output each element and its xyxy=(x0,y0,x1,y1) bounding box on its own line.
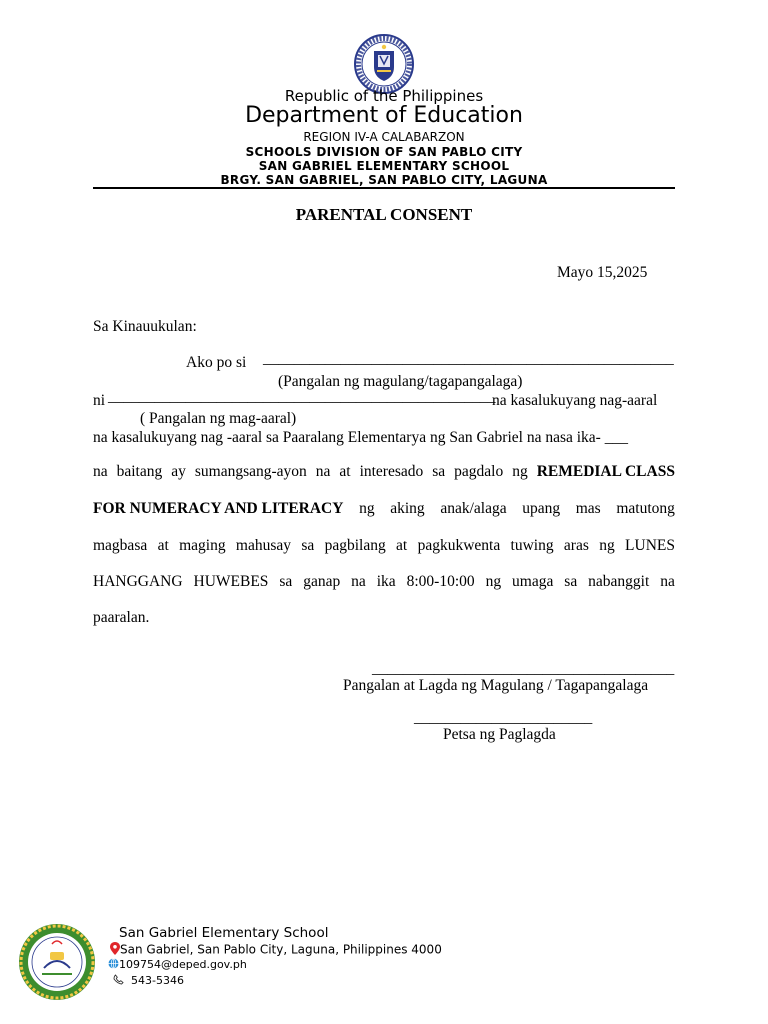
body-line-5 xyxy=(93,573,675,591)
body-word: na xyxy=(351,573,366,590)
body-word: HUWEBES xyxy=(193,573,269,590)
body-word: sa xyxy=(432,463,446,480)
remedial-class-emphasis: REMEDIAL CLASS xyxy=(536,463,675,480)
body-word: aras xyxy=(563,537,589,554)
signing-date-label: Petsa ng Paglagda xyxy=(443,726,556,743)
body-word: mas xyxy=(575,500,601,517)
body-word: sa xyxy=(301,537,315,554)
body-word: magbasa xyxy=(93,537,148,554)
letter-date: Mayo 15,2025 xyxy=(557,264,648,281)
currently-text: na kasalukuyang nag-aaral xyxy=(492,392,658,409)
body-line-2 xyxy=(93,463,675,481)
location-pin-icon xyxy=(110,942,120,958)
body-word: sa xyxy=(279,573,293,590)
header-divider xyxy=(93,187,675,189)
numeracy-literacy-emphasis: FOR NUMERACY AND LITERACY xyxy=(93,500,344,517)
body-word: umaga xyxy=(512,573,554,590)
ni-label: ni xyxy=(93,392,106,409)
signature-blank: _______________________________________ xyxy=(372,660,675,677)
body-line-6: paaralan. xyxy=(93,609,150,626)
footer-school-name: San Gabriel Elementary School xyxy=(119,925,329,941)
republic-heading: Republic of the Philippines xyxy=(284,87,484,105)
body-word: sa xyxy=(564,573,578,590)
footer-address xyxy=(110,942,442,958)
deped-seal-icon xyxy=(347,34,421,94)
body-word: baitang xyxy=(116,463,163,480)
body-line-4 xyxy=(93,537,675,555)
address-heading: BRGY. SAN GABRIEL, SAN PABLO CITY, LAGUNA xyxy=(220,173,548,187)
signing-date-blank: _______________________ xyxy=(414,709,593,726)
body-word: at xyxy=(396,537,408,554)
body-word: pagbilang xyxy=(324,537,386,554)
body-word: nabanggit xyxy=(588,573,650,590)
body-word: upang xyxy=(522,500,561,517)
body-word: ng xyxy=(485,573,502,590)
document-title: PARENTAL CONSENT xyxy=(295,205,473,224)
body-word: ay xyxy=(171,463,186,480)
body-word: pagdalo xyxy=(454,463,504,480)
globe-icon xyxy=(108,958,119,972)
salutation: Sa Kinauukulan: xyxy=(93,318,197,335)
signature-label: Pangalan at Lagda ng Magulang / Tagapangalaga xyxy=(343,677,649,694)
body-word: na xyxy=(660,573,675,590)
parent-name-caption: (Pangalan ng magulang/tagapangalaga) xyxy=(278,373,523,390)
department-heading: Department of Education xyxy=(245,103,523,128)
parent-name-blank: _____________________________________________________ xyxy=(263,350,674,367)
body-word: 8:00-10:00 xyxy=(406,573,475,590)
body-word: anak/alaga xyxy=(440,500,507,517)
body-word: na xyxy=(315,463,331,480)
body-line-3 xyxy=(93,500,675,518)
body-word: tuwing xyxy=(510,537,554,554)
body-word: ng xyxy=(599,537,615,554)
body-word: interesado xyxy=(359,463,424,480)
body-word: pagkukwenta xyxy=(417,537,501,554)
body-word: ika xyxy=(376,573,396,590)
region-heading: REGION IV-A CALABARZON xyxy=(303,130,465,144)
body-word: aking xyxy=(390,500,425,517)
phone-icon xyxy=(113,974,124,988)
body-word: sumangsang-ayon xyxy=(194,463,307,480)
footer-phone-text: 543-5346 xyxy=(131,974,184,987)
body-word: ganap xyxy=(303,573,341,590)
footer-address-text: San Gabriel, San Pablo City, Laguna, Philippines 4000 xyxy=(120,942,442,957)
body-word: ng xyxy=(359,500,375,517)
body-word: at xyxy=(157,537,169,554)
body-line-1: na kasalukuyang nag -aaral sa Paaralang Elementarya ng San Gabriel na nasa ika- ___ xyxy=(93,429,628,446)
school-heading: SAN GABRIEL ELEMENTARY SCHOOL xyxy=(258,159,510,173)
body-word: at xyxy=(339,463,351,480)
division-heading: SCHOOLS DIVISION OF SAN PABLO CITY xyxy=(245,145,523,159)
footer-email xyxy=(108,958,247,972)
body-word: maging xyxy=(179,537,226,554)
body-word: HANGGANG xyxy=(93,573,183,590)
body-word: mahusay xyxy=(235,537,292,554)
body-word: ng xyxy=(512,463,528,480)
footer-email-text: 109754@deped.gov.ph xyxy=(119,958,247,971)
ako-label: Ako po si xyxy=(186,354,247,371)
footer-phone xyxy=(113,974,184,988)
student-name-caption: ( Pangalan ng mag-aaral) xyxy=(140,410,297,427)
body-word: LUNES xyxy=(625,537,675,554)
school-logo-icon xyxy=(14,922,100,1002)
body-word: matutong xyxy=(616,500,675,517)
student-name-blank: __________________________________________________ xyxy=(108,388,496,405)
body-word: na xyxy=(93,463,108,480)
